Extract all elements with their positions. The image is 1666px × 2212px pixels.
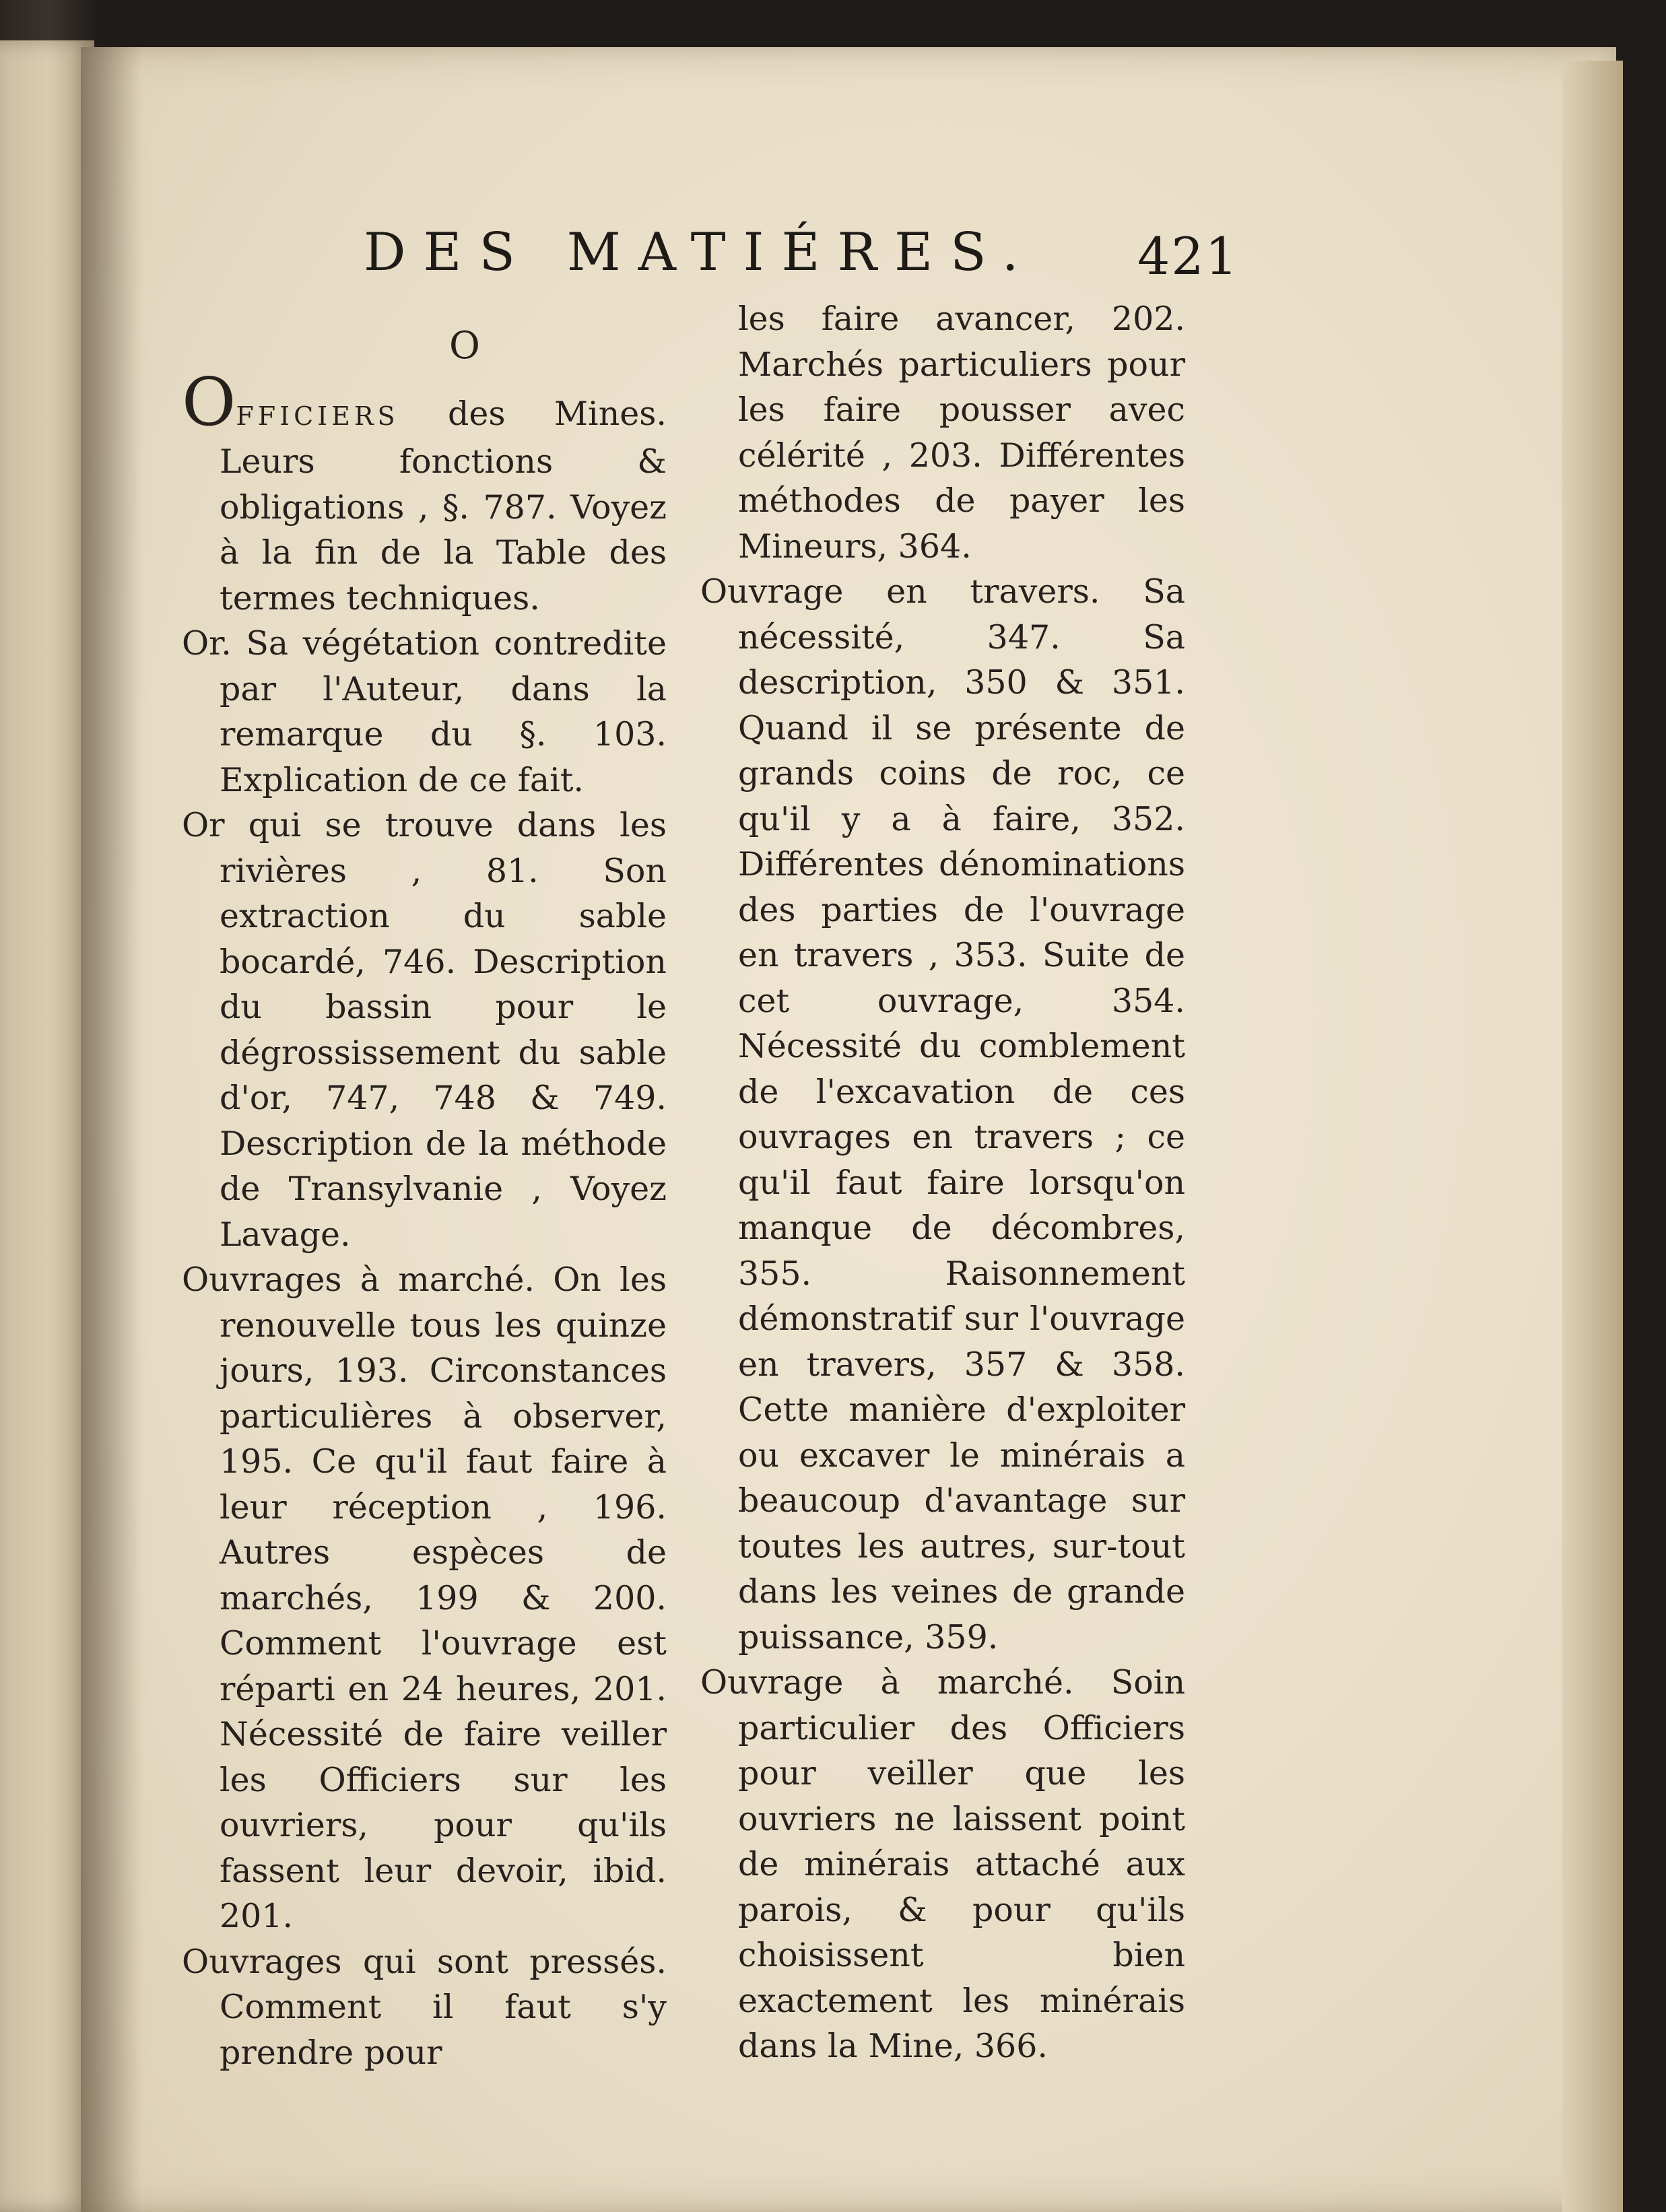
index-entry: [182, 1939, 667, 2076]
page-fore-edge: [1562, 61, 1623, 2212]
gutter-shadow: [81, 47, 141, 2212]
entry-text: Ouvrage en travers. Sa nécessité, 347. Sa description, 350 & 351. Quand il se présente de grands coins de roc, ce qu'il y a à faire, 352. Différentes dénominations des parties de l'ouvrage en travers , 353. Suite de cet ouvrage, 354. Nécessité du comblement de l'excavation de ces ouvrages en travers ; ce qu'il faut faire lorsqu'on manque de décombres, 355. Raisonnement démonstratif sur l'ouvrage en travers, 357 & 358. Cette manière d'exploiter ou excaver le minérais a beaucoup d'avantage sur toutes les autres, sur-tout dans les veines de grande puissance, 359.: [700, 572, 1185, 1656]
entry-text: Or qui se trouve dans les rivières , 81. Son extraction du sable bocardé, 746. Description du bassin pour le dégrossissement du sable d'or, 747, 748 & 749. Description de la méthode de Transylvanie , Voyez Lavage.: [182, 806, 667, 1254]
entry-text: Ouvrage à marché. Soin particulier des Officiers pour veiller que les ouvriers ne laissent point de minérais attaché aux parois, & pour qu'ils choisissent bien exactement les minérais dans la Mine, 366.: [700, 1663, 1185, 2065]
drop-cap: O: [182, 364, 236, 441]
page-header: [364, 222, 1239, 290]
index-entry: [700, 569, 1185, 1660]
left-page-edge: [0, 40, 94, 2212]
running-head: DES MATIÉRES.: [364, 222, 1036, 283]
index-entry: [182, 621, 667, 803]
right-column: [700, 296, 1185, 2069]
entry-text: des Mines. Leurs fonctions & obligations , §. 787. Voyez à la fin de la Table des termes techniques.: [220, 394, 667, 617]
entry-smallcaps: FFICIERS: [236, 401, 399, 431]
index-entry: [182, 1257, 667, 1939]
index-entry: [700, 1660, 1185, 2069]
page-number: 421: [1137, 226, 1239, 286]
left-column: [182, 310, 667, 2075]
continued-entry-text: les faire avancer, 202. Marchés particuliers pour les faire pousser avec célérité , 203. Différentes méthodes de payer les Mineurs, 364.: [738, 300, 1185, 566]
index-entry: [182, 803, 667, 1257]
entry-text: Ouvrages à marché. On les renouvelle tous les quinze jours, 193. Circonstances particulières à observer, 195. Ce qu'il faut faire à leur réception , 196. Autres espèces de marchés, 199 & 200. Comment l'ouvrage est réparti en 24 heures, 201. Nécessité de faire veiller les Officiers sur les ouvriers, pour qu'ils fassent leur devoir, ibid. 201.: [182, 1261, 667, 1935]
section-letter: O: [449, 324, 480, 368]
entry-text: Ouvrages qui sont pressés. Comment il faut s'y prendre pour: [182, 1942, 667, 2072]
entry-text: Or. Sa végétation contredite par l'Auteur, dans la remarque du §. 103. Explication de ce fait.: [182, 624, 667, 799]
index-entry: [182, 364, 667, 622]
